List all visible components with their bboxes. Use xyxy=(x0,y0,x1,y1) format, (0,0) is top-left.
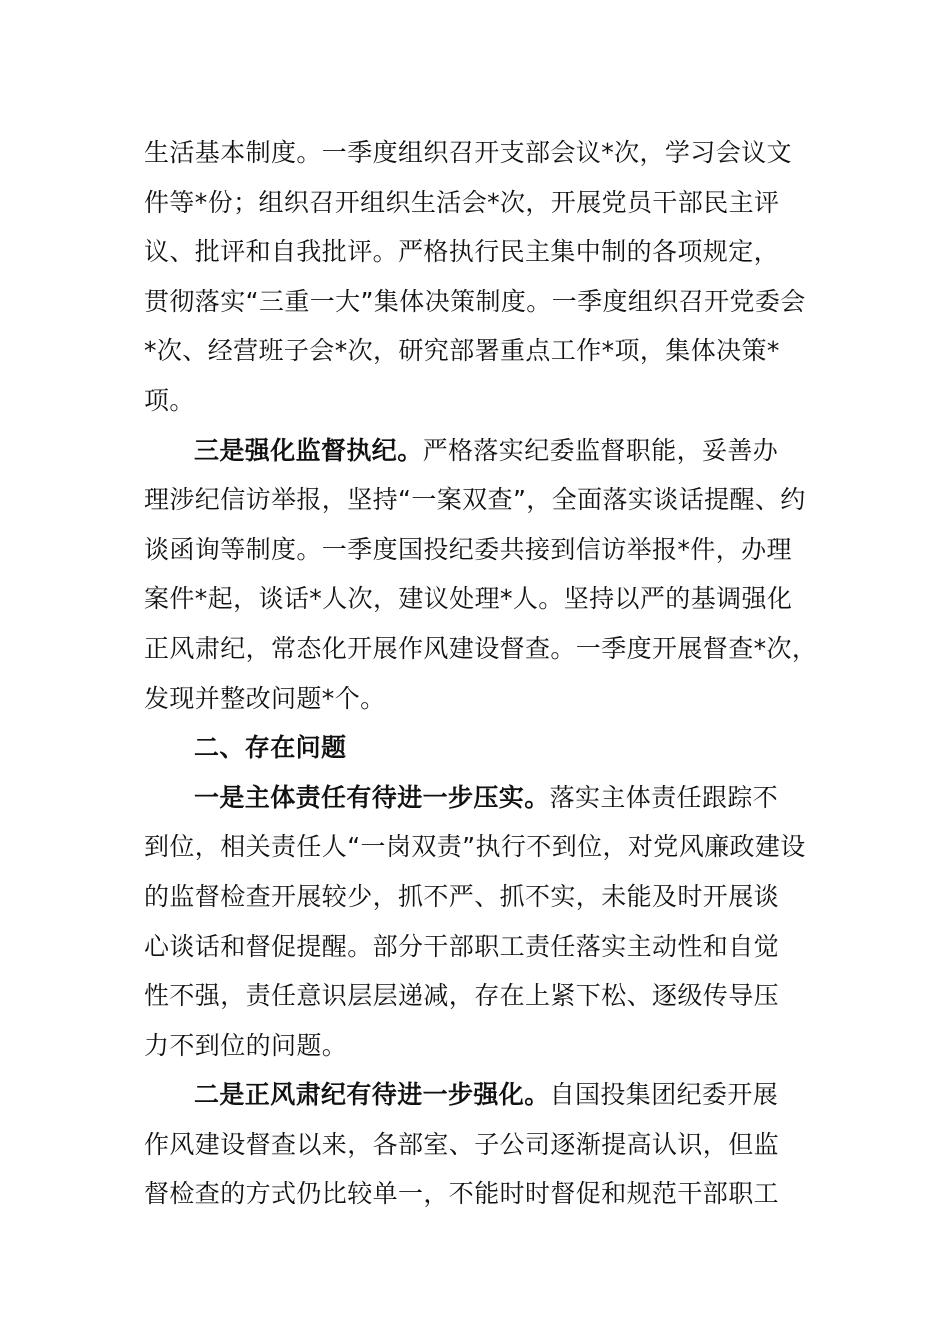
paragraph-responsibility xyxy=(144,773,824,1071)
paragraph-lead: 二是正风肃纪有待进一步强化。 xyxy=(194,1080,550,1110)
text-line: 督检查的方式仍比较单一，不能时时督促和规范干部职工 xyxy=(144,1179,780,1209)
text-line: 力不到位的问题。 xyxy=(144,1030,348,1060)
text-line: 贯彻落实“三重一大”集体决策制度。一季度组织召开党委会 xyxy=(144,286,806,316)
paragraph-party-life xyxy=(144,128,824,426)
paragraph-first-line-rest: 自国投集团纪委开展 xyxy=(549,1080,779,1110)
text-line: 的监督检查开展较少，抓不严、抓不实，未能及时开展谈 xyxy=(144,881,780,911)
text-line: 项。 xyxy=(144,385,195,415)
text-line xyxy=(144,1070,824,1120)
paragraph-first-line-rest: 落实主体责任跟踪不 xyxy=(549,782,779,812)
text-line: *次、经营班子会*次，研究部署重点工作*项，集体决策* xyxy=(144,336,780,366)
text-line: 发现并整改问题*个。 xyxy=(144,683,386,713)
text-line: 理涉纪信访举报，坚持“一案双查”，全面落实谈话提醒、约 xyxy=(144,485,806,515)
text-line: 案件*起，谈话*人次，建议处理*人。坚持以严的基调强化 xyxy=(144,584,793,614)
text-line xyxy=(144,773,824,823)
text-line: 正风肃纪，常态化开展作风建设督查。一季度开展督查*次， xyxy=(144,633,818,663)
paragraph-first-line-rest: 严格落实纪委监督职能，妥善办 xyxy=(422,435,779,465)
text-line: 议、批评和自我批评。严格执行民主集中制的各项规定， xyxy=(144,237,780,267)
text-line: 性不强，责任意识层层递减，存在上紧下松、逐级传导压 xyxy=(144,981,780,1011)
document-body xyxy=(144,128,824,1219)
paragraph-discipline xyxy=(144,1070,824,1219)
text-line: 到位，相关责任人“一岗双责”执行不到位，对党风廉政建设 xyxy=(144,832,806,862)
paragraph-supervision xyxy=(144,426,824,724)
text-line: 件等*份；组织召开组织生活会*次，开展党员干部民主评 xyxy=(144,187,780,217)
paragraph-lead: 一是主体责任有待进一步压实。 xyxy=(194,782,550,812)
text-line xyxy=(144,426,824,476)
text-line: 生活基本制度。一季度组织召开支部会议*次，学习会议文 xyxy=(144,138,792,167)
text-line: 心谈话和督促提醒。部分干部职工责任落实主动性和自觉 xyxy=(144,931,780,961)
text-line: 作风建设督查以来，各部室、子公司逐渐提高认识，但监 xyxy=(144,1129,780,1159)
paragraph-lead: 三是强化监督执纪。 xyxy=(194,435,423,465)
text-line: 谈函询等制度。一季度国投纪委共接到信访举报*件，办理 xyxy=(144,534,792,564)
section-heading: 二、存在问题 xyxy=(194,733,347,763)
